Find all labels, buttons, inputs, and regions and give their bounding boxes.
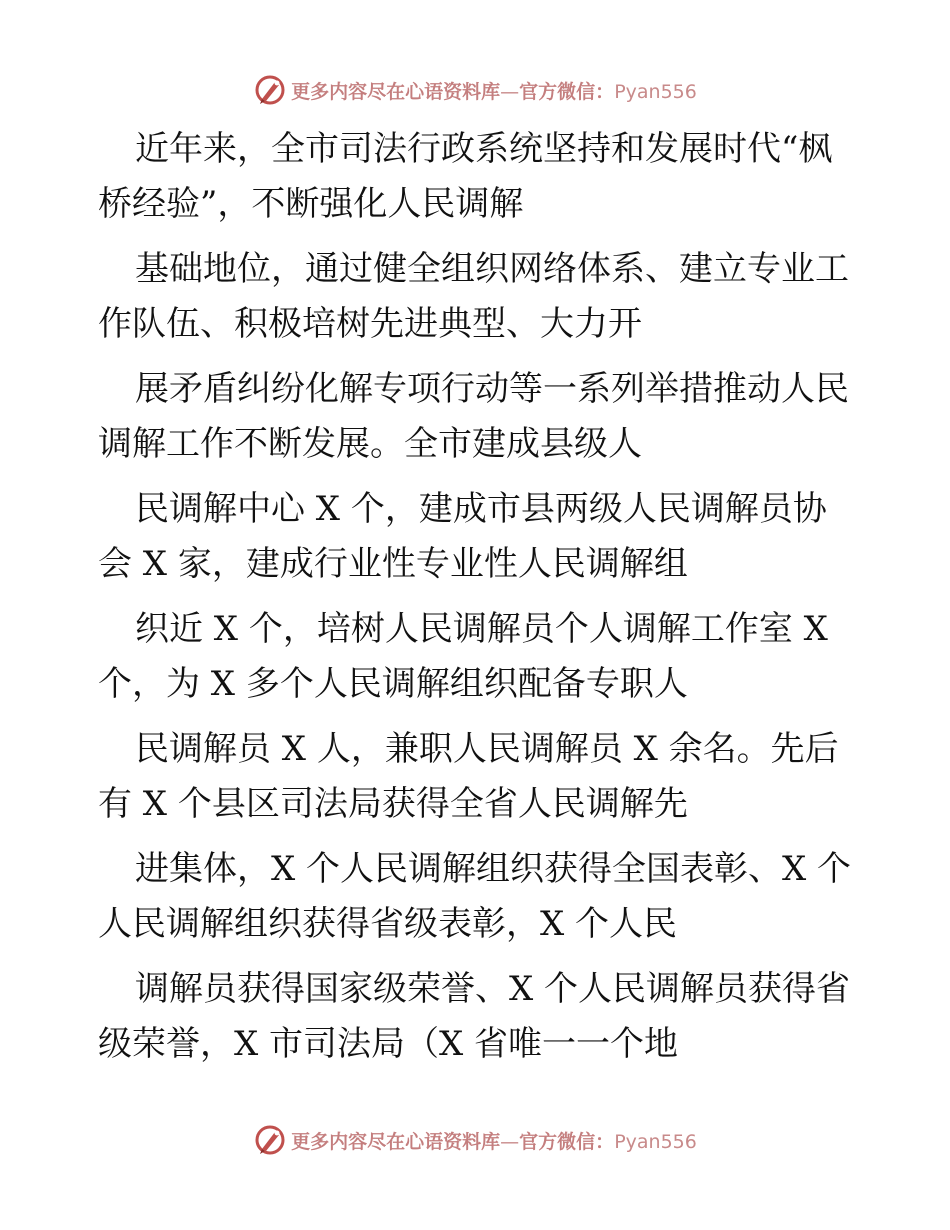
paragraph-line: 进集体，X 个人民调解组织获得全国表彰、X 个 [135,849,852,889]
paragraph [98,722,858,832]
banner-brand: 更多内容尽在心语资料库 [291,1130,501,1153]
paragraph-line: 有 X 个县区司法局获得全省人民调解先 [98,784,688,824]
paragraph-line: 调解工作不断发展。全市建成县级人 [98,424,642,464]
banner-separator: — [500,80,520,103]
paragraph-line: 调解员获得国家级荣誉、X 个人民调解员获得省 [135,969,851,1009]
banner-separator: — [500,1130,520,1153]
paragraph [98,242,858,352]
paragraph-line: 会 X 家，建成行业性专业性人民调解组 [98,544,688,584]
document-body [98,122,858,1082]
paragraph-line: 民调解员 X 人，兼职人民调解员 X 余名。先后 [135,729,839,769]
paragraph-line: 基础地位，通过健全组织网络体系、建立专业工 [135,249,849,289]
paragraph [98,122,858,232]
banner-text [291,1127,697,1154]
paragraph-line: 民调解中心 X 个，建成市县两级人民调解员协 [135,489,827,529]
banner-contact-label: 官方微信： [519,1130,615,1153]
paragraph [98,962,858,1072]
banner-contact-id: Pyan556 [614,1130,697,1153]
paragraph [98,842,858,952]
pen-logo-icon [253,73,287,107]
paragraph [98,362,858,472]
paragraph-line: 个，为 X 多个人民调解组织配备专职人 [98,664,688,704]
paragraph-line: 作队伍、积极培树先进典型、大力开 [98,304,642,344]
paragraph-line: 织近 X 个，培树人民调解员个人调解工作室 X [135,609,828,649]
paragraph [98,602,858,712]
footer-banner [0,1120,950,1160]
paragraph-line: 级荣誉，X 市司法局（X 省唯一一个地 [98,1024,679,1064]
banner-contact-label: 官方微信： [519,80,615,103]
banner-text [291,77,697,104]
banner-brand: 更多内容尽在心语资料库 [291,80,501,103]
paragraph-line: 展矛盾纠纷化解专项行动等一系列举措推动人民 [135,369,849,409]
banner-contact-id: Pyan556 [614,80,697,103]
paragraph-line: 人民调解组织获得省级表彰，X 个人民 [98,904,678,944]
paragraph [98,482,858,592]
pen-logo-icon [253,1123,287,1157]
paragraph-line: 近年来，全市司法行政系统坚持和发展时代“枫 [135,129,833,169]
paragraph-line: 桥经验”，不断强化人民调解 [98,184,524,224]
header-banner [0,70,950,110]
